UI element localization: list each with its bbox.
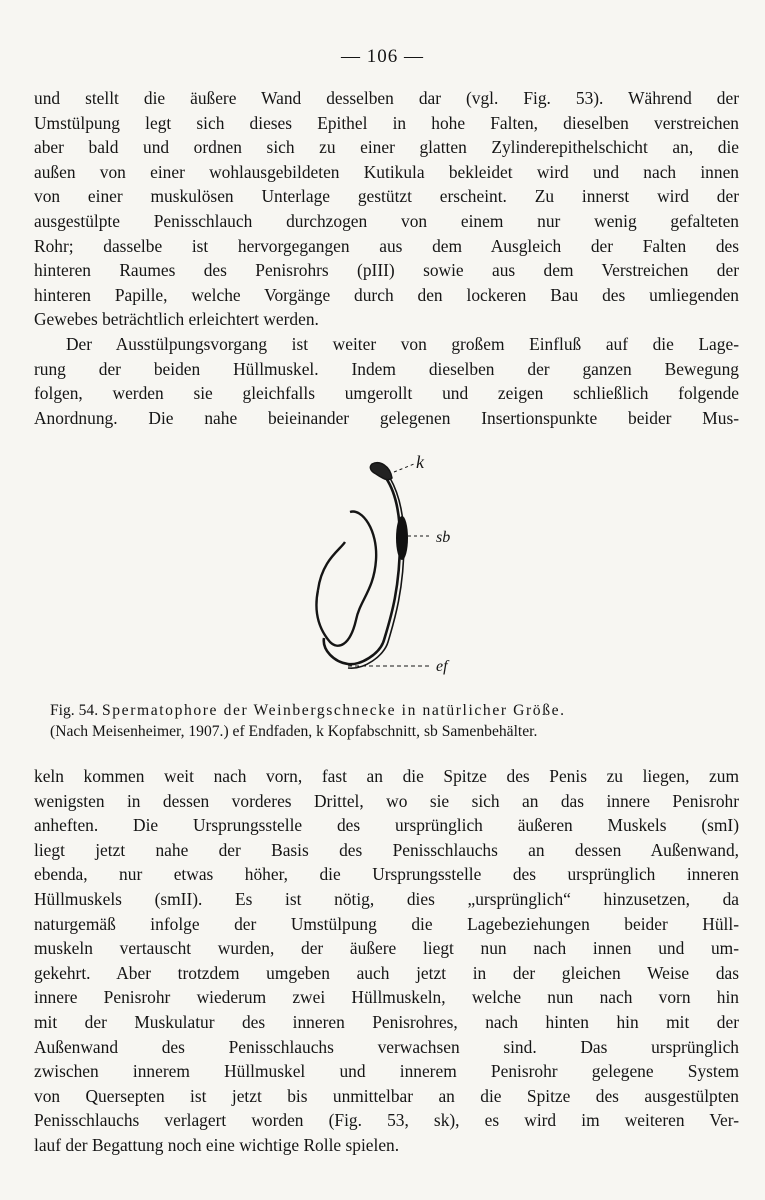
text-line: Der Ausstülpungsvorgang ist weiter von großem Einfluß auf die Lage- (66, 333, 739, 354)
text-line: rung der beiden Hüllmuskel. Indem dieselben der ganzen Bewegung (34, 358, 739, 379)
text-line: anheften. Die Ursprungsstelle des ursprünglich äußeren Muskels (smI) (34, 815, 739, 836)
main-stalk-path (324, 478, 400, 664)
label-ef: ef (436, 658, 448, 675)
caption-line-2: (Nach Meisenheimer, 1907.) ef Endfaden, k Kopfabschnitt, sb Samenbehälter. (50, 723, 538, 740)
text-line: ebenda, nur etwas höher, die Ursprungsstelle des ursprünglich inneren (34, 864, 739, 885)
label-sb: sb (436, 529, 451, 546)
page-number: — 106 — (341, 46, 424, 67)
text-line: mit der Muskulatur des inneren Penisrohres, nach hinten hin mit der (34, 1011, 739, 1032)
text-line: Penisschlauchs verlagert worden (Fig. 53, sk), es wird im weiteren Ver- (34, 1110, 739, 1131)
head-shape (370, 463, 392, 480)
caption-line-1 (50, 700, 720, 721)
text-line: folgen, werden sie gleichfalls umgerollt und zeigen schließlich folgende (34, 383, 739, 404)
text-line: hinteren Papille, welche Vorgänge durch den lockeren Bau des umliegenden (34, 284, 739, 305)
figure-caption (50, 700, 720, 742)
text-line: Hüllmuskels (smII). Es ist nötig, dies „ursprünglich“ hinzusetzen, da (34, 888, 739, 909)
text-line: lauf der Begattung noch eine wichtige Rolle spielen. (34, 1134, 400, 1155)
text-line: ausgestülpte Penisschlauch durchzogen von einem nur wenig gefalteten (34, 210, 739, 231)
paragraph-block-lower (34, 764, 739, 1158)
hook-path (318, 542, 345, 590)
text-line: von Quersepten ist jetzt bis unmittelbar an die Spitze des ausgestülpten (34, 1085, 739, 1106)
text-line: muskeln vertauscht wurden, der äußere liegt nun nach innen und um- (34, 938, 739, 959)
text-line: liegt jetzt nahe der Basis des Penisschlauchs an dessen Außenwand, (34, 839, 739, 860)
text-line: hinteren Raumes des Penisrohrs (pIII) sowie aus dem Verstreichen der (34, 260, 739, 281)
text-line: Umstülpung legt sich dieses Epithel in hohe Falten, dieselben verstreichen (34, 112, 739, 133)
end-filament-path (317, 512, 377, 646)
text-line: von einer muskulösen Unterlage gestützt erscheint. Zu innerst wird der (34, 186, 739, 207)
text-line: aber bald und ordnen sich zu einer glatten Zylinderepithelschicht an, die (34, 137, 739, 158)
caption-figure-number: Fig. 54. (50, 702, 99, 719)
text-line: und stellt die äußere Wand desselben dar (vgl. Fig. 53). Während der (34, 88, 739, 108)
paragraph-block-upper (34, 86, 739, 430)
text-line: außen von einer wohlausgebildeten Kutikula bekleidet wird und nach innen (34, 161, 739, 182)
spermatophore-figure (290, 450, 490, 690)
main-stalk-outline (348, 478, 404, 668)
text-line: naturgemäß infolge der Umstülpung die Lagebeziehungen beider Hüll- (34, 913, 739, 934)
caption-title: Spermatophore der Weinbergschnecke in natürlicher Größe. (102, 702, 566, 719)
sperm-reservoir-shape (396, 516, 408, 560)
label-k: k (416, 452, 424, 472)
text-line: innere Penisrohr wiederum zwei Hüllmuskeln, welche nun nach vorn hin (34, 987, 739, 1008)
text-line: Rohr; dasselbe ist hervorgegangen aus dem Ausgleich der Falten des (34, 235, 739, 256)
text-line: gekehrt. Aber trotzdem umgeben auch jetzt in der gleichen Weise das (34, 962, 739, 983)
text-line: Gewebes beträchtlich erleichtert werden. (34, 309, 319, 330)
label-k-leader (394, 464, 414, 472)
text-line: wenigsten in dessen vorderes Drittel, wo sie sich an das innere Penisrohr (34, 790, 739, 811)
text-line: keln kommen weit nach vorn, fast an die Spitze des Penis zu liegen, zum (34, 766, 739, 786)
spermatophore-drawing (290, 450, 490, 690)
text-line: Anordnung. Die nahe beieinander gelegenen Insertionspunkte beider Mus- (34, 407, 739, 428)
text-line: Außenwand des Penisschlauchs verwachsen sind. Das ursprünglich (34, 1036, 739, 1057)
text-line: zwischen innerem Hüllmuskel und innerem Penisrohr gelegene System (34, 1061, 739, 1082)
